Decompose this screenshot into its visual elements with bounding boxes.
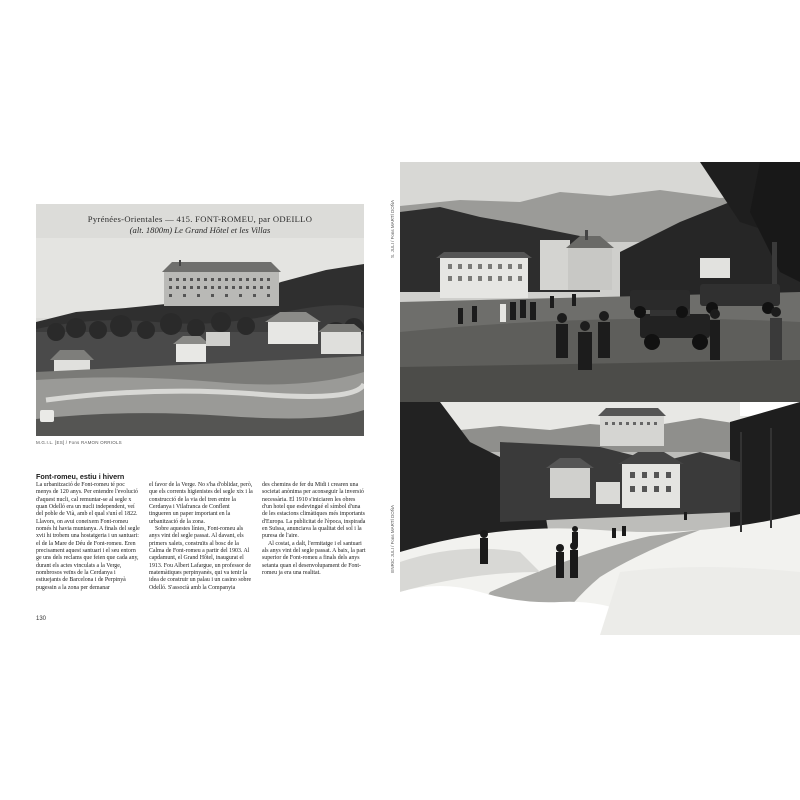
photo-credit-top: S. JULI / Fons MARTÍ DOÑA	[390, 200, 395, 258]
paragraph: des chemins de fer du Midi i crearen una societat anònima per aconseguir la inversió necessària. El 1910 s'iniciaren les obres d'un hotel que esdevingué el símbol d'una de les estacions climàtiques més importants d'Europa. La publicitat de l'època, inspirada en Suïssa, anunciava la qualitat del sol i la puresa de l'aire.	[262, 482, 366, 540]
postcard-caption-line1: Pyrénées-Orientales — 415. FONT-ROMEU, par ODEILLO	[87, 214, 313, 224]
photo-snow-1970s	[400, 402, 800, 635]
article-column-1	[36, 482, 140, 592]
grand-hotel-building	[162, 260, 281, 306]
photo-credit: M.G.I.L. [ES] / Fons RAMON ORRIOLS	[36, 440, 122, 445]
paragraph: Sobre aquestes línies, Font-romeu als anys vint del segle passat. Al davant, els primers xalets, construïts al bosc de la Calma de Font-romeu a partir del 1903. Al capdamunt, el Grand Hôtel, inaugurat el 1913. Fou Albert Lafargue, un professor de matemàtiques perpinyanès, qui va tenir la idea de construir un palau i un casino sobre Odelló. S'associà amb la Companyia	[149, 526, 252, 591]
paragraph: Al costat, a dalt, l'ermitatge i el santuari als anys vint del segle passat. A baix, la part superior de Font-romeu a finals dels anys setanta quan el desenvolupament de Font-romeu ja era una realitat.	[262, 540, 366, 577]
article-heading: Font-romeu, estiu i hivern	[36, 472, 125, 481]
photo-sanctuary-1920s	[400, 162, 800, 404]
photo-credit-bottom: ENRIC JULI / Fons MARTÍ DOÑA	[390, 505, 395, 573]
postcard-caption-line2: (alt. 1800m) Le Grand Hôtel et les Villas	[129, 225, 271, 235]
grand-hotel-distance	[598, 408, 666, 446]
paragraph: el favor de la Verge. No s'ha d'oblidar, però, que els corrents higienistes del segle xix i la construcció de la via del tren entre la Cerdanya i Vilafranca de Conflent tingueren un paper important en la urbanització de la zona.	[149, 482, 253, 525]
page-number: 130	[36, 616, 47, 622]
postcard-photo	[36, 204, 364, 436]
article-column-2	[149, 482, 253, 592]
paragraph: La urbanització de Font-romeu té poc menys de 120 anys. Per entendre l'evolució d'aquest nucli, cal remuntar-se al segle x quan Odelló era un nucli independent, veí del poble de Vià, amb el qual s'uní el 1822. Llavors, on avui coneixem Font-romeu només hi havia muntanya. A finals del segle xvii hi trobem una hostatgeria i un santuari: el de la Mare de Déu de Font-romeu. Eren precisament aquest santuari i el seu entorn ge uns dels reclams que feien que cada any, durant els actes vinculats a la Verge, nombrosos veïns de la Cerdanya i estiuejants de Barcelona i de Perpinyà pugessin a la zona per demanar	[36, 482, 140, 591]
article-column-3	[262, 482, 366, 577]
